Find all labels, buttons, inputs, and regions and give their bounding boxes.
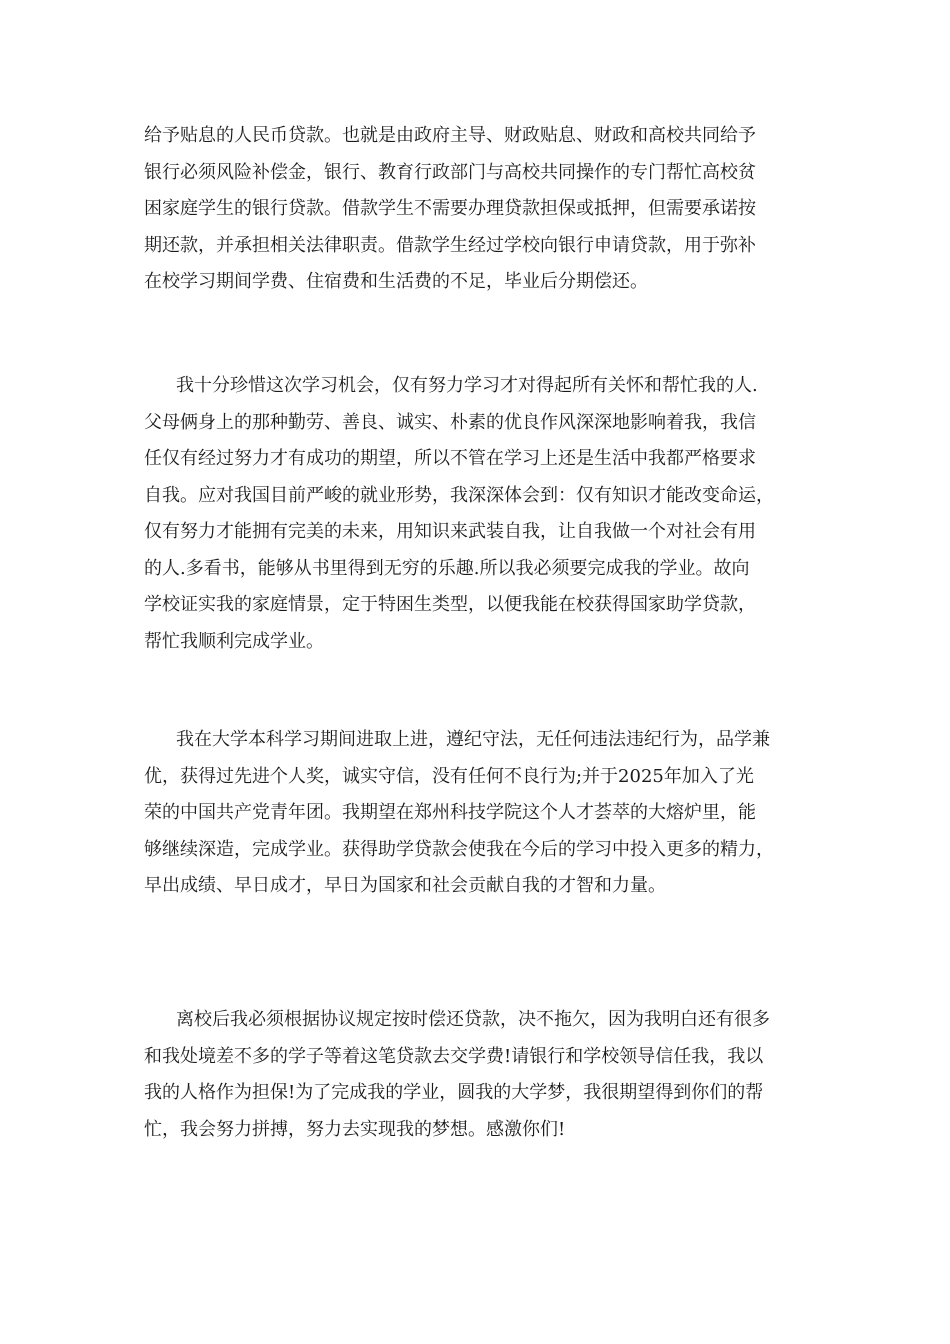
- paragraph-repayment-pledge: [144, 1002, 808, 1148]
- text-line: 的人.多看书，能够从书里得到无穷的乐趣.所以我必须要完成我的学业。故向: [144, 557, 750, 579]
- text-line: 帮忙我顺利完成学业。: [144, 630, 324, 652]
- text-line: 我十分珍惜这次学习机会，仅有努力学习才对得起所有关怀和帮忙我的人.: [176, 375, 758, 396]
- text-line: 在校学习期间学费、住宿费和生活费的不足，毕业后分期偿还。: [144, 271, 648, 292]
- text-line: 仅有努力才能拥有完美的未来，用知识来武装自我，让自我做一个对社会有用: [144, 521, 756, 542]
- text-line: 忙，我会努力拼搏，努力去实现我的梦想。感激你们!: [144, 1118, 566, 1140]
- text-line: 学校证实我的家庭情景，定于特困生类型，以便我能在校获得国家助学贷款，: [144, 594, 756, 615]
- text-line: 离校后我必须根据协议规定按时偿还贷款，决不拖欠，因为我明白还有很多: [176, 1009, 770, 1030]
- text-line: 够继续深造，完成学业。获得助学贷款会使我在今后的学习中投入更多的精力，: [144, 838, 774, 860]
- text-line: 我的人格作为担保!为了完成我的学业，圆我的大学梦，我很期望得到你们的帮: [144, 1082, 764, 1103]
- paragraph-university-conduct: [144, 722, 808, 905]
- text-line: 早出成绩、早日成才，早日为国家和社会贡献自我的才智和力量。: [144, 875, 666, 896]
- text-line: 我在大学本科学习期间进取上进，遵纪守法，无任何违法违纪行为，品学兼: [176, 729, 770, 750]
- text-line: 困家庭学生的银行贷款。借款学生不需要办理贷款担保或抵押，但需要承诺按: [144, 198, 756, 219]
- text-line: 父母俩身上的那种勤劳、善良、诚实、朴素的优良作风深深地影响着我，我信: [144, 411, 756, 433]
- paragraph-loan-definition: [144, 118, 808, 301]
- text-line: 期还款，并承担相关法律职责。借款学生经过学校向银行申请贷款，用于弥补: [144, 234, 756, 256]
- paragraph-study-opportunity: [144, 368, 808, 660]
- text-line: 任仅有经过努力才有成功的期望，所以不管在学习上还是生活中我都严格要求: [144, 448, 756, 469]
- text-line: 自我。应对我国目前严峻的就业形势，我深深体会到：仅有知识才能改变命运，: [144, 484, 774, 506]
- text-line: 荣的中国共产党青年团。我期望在郑州科技学院这个人才荟萃的大熔炉里，能: [144, 802, 756, 823]
- text-line: 优，获得过先进个人奖，诚实守信，没有任何不良行为;并于2025年加入了光: [144, 765, 754, 787]
- text-line: 银行必须风险补偿金，银行、教育行政部门与高校共同操作的专门帮忙高校贫: [144, 161, 756, 183]
- text-line: 和我处境差不多的学子等着这笔贷款去交学费!请银行和学校领导信任我，我以: [144, 1045, 764, 1067]
- text-line: 给予贴息的人民币贷款。也就是由政府主导、财政贴息、财政和高校共同给予: [144, 125, 756, 146]
